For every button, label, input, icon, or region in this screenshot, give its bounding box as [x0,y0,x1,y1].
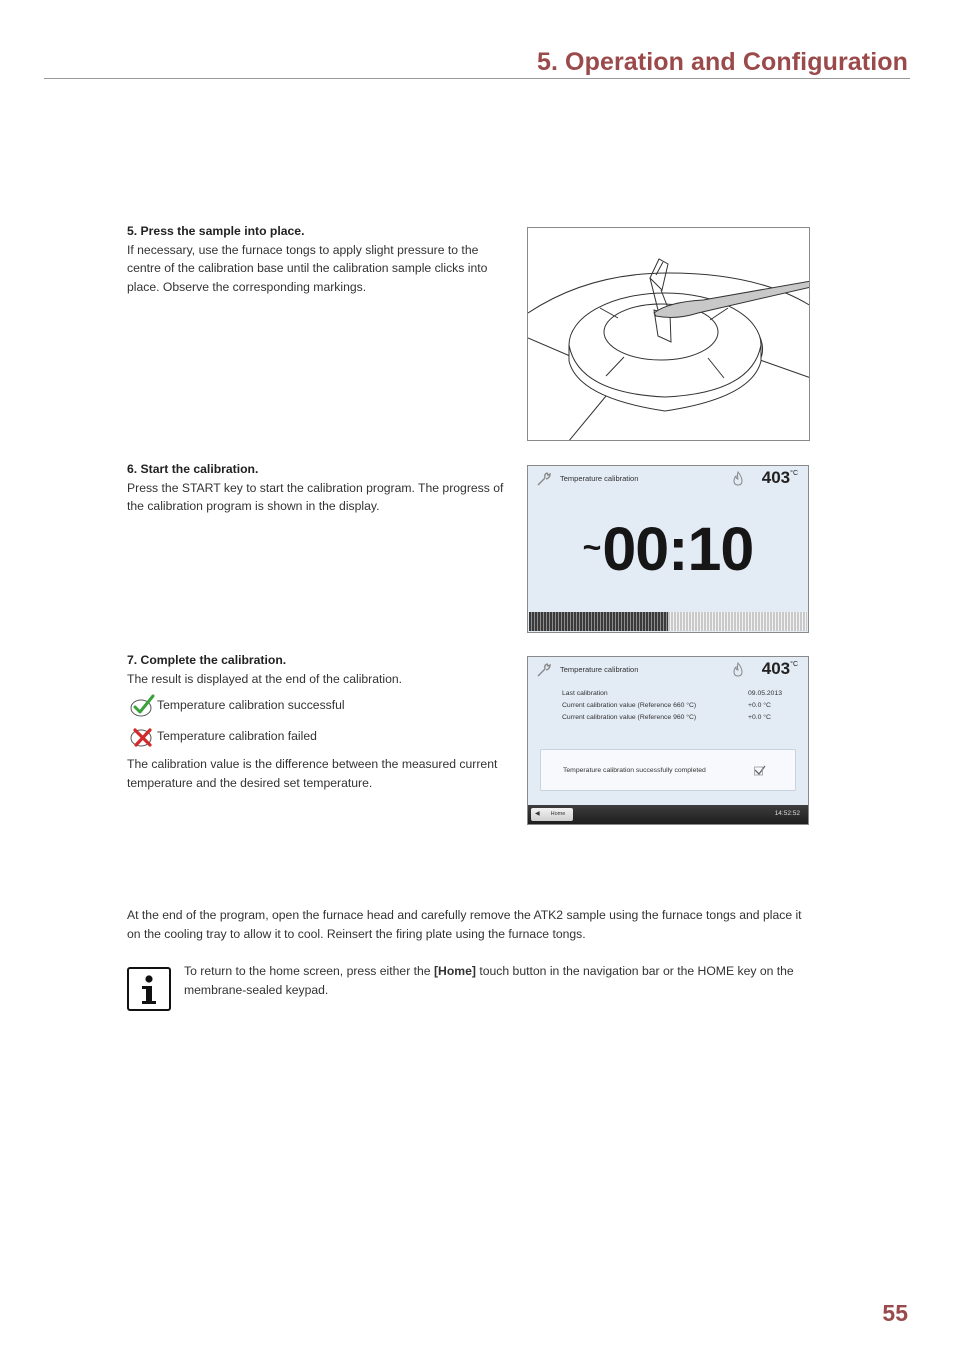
info-label: Current calibration value (Reference 960 °C) [562,713,697,721]
progress-bar [529,612,807,631]
temperature-unit: °C [790,661,798,668]
checkmark-icon [753,763,767,782]
info-icon [127,967,171,1011]
step-6-title: 6. Start the calibration. [127,462,259,476]
clock: 14:52:52 [774,810,800,817]
sample-placement-illustration [527,227,810,441]
calibration-info-list [562,687,796,723]
flame-icon [732,471,744,491]
furnace-tongs-sample-drawing [528,228,810,441]
info-row [562,699,796,711]
temperature-value: 403 [761,468,791,487]
home-screen-note [184,962,804,1000]
home-button-label: Home [550,811,566,817]
note-suffix: touch button in the navigation bar or the HOME key on the membrane-sealed keypad. [184,964,794,997]
flame-icon [732,662,744,682]
temperature-unit: °C [790,470,798,477]
remaining-time [528,514,808,584]
back-arrow-icon: ◀ [535,811,540,817]
info-value: +0.0 °C [748,713,771,721]
success-message-box [540,749,796,791]
info-value: 09.05.2013 [748,689,783,697]
info-row [562,687,796,699]
display-header [528,657,808,683]
step-5-body: If necessary, use the furnace tongs to apply slight pressure to the centre of the calibration base until the calibration sample clicks into place. Observe the corresponding markings. [127,242,488,294]
step-6 [127,460,509,516]
step-6-body: Press the START key to start the calibration program. The progress of the calibration program is shown in the display. [127,480,504,514]
step-5 [127,222,509,296]
display-header [528,466,808,492]
progress-bar-remaining [668,612,807,631]
wrench-icon [536,471,552,492]
display-title: Temperature calibration [560,665,639,674]
note-home-button-ref: [Home] [433,964,476,978]
cross-icon [129,725,155,749]
info-label: Current calibration value (Reference 660 °C) [562,701,697,709]
step-5-title: 5. Press the sample into place. [127,224,305,238]
calibration-result-display [527,656,809,825]
result-failed [127,721,509,752]
page-number: 55 [882,1300,908,1326]
success-message: Temperature calibration successfully completed [563,767,706,774]
furnace-temperature [762,659,798,679]
progress-bar-fill [529,612,668,631]
result-success [127,690,509,721]
navigation-bar [528,805,808,824]
step-7-body: The result is displayed at the end of the calibration. [127,671,403,686]
end-of-program-instructions: At the end of the program, open the furnace head and carefully remove the ATK2 sample using the furnace tongs and place it on the cooling tray to allow it to cool. Reinsert the firing plate using the furnace tongs. [127,908,802,941]
info-row [562,711,796,723]
note-prefix: To return to the home screen, press either the [184,964,434,978]
display-title: Temperature calibration [560,474,639,483]
step-7-title: 7. Complete the calibration. [127,653,287,667]
info-label: Last calibration [562,689,608,697]
result-failed-label: Temperature calibration failed [157,729,317,744]
info-value: +0.0 °C [748,701,771,709]
chapter-title: 5. Operation and Configuration [536,48,908,76]
timer-value: 00:10 [602,515,754,583]
step-7 [127,651,509,792]
header-divider [44,78,910,79]
approx-sign: ~ [582,529,601,566]
result-success-label: Temperature calibration successful [157,698,345,713]
furnace-temperature [762,468,798,488]
temperature-value: 403 [761,659,791,678]
check-icon [129,694,155,718]
home-button[interactable] [531,808,573,821]
step-7-footer: The calibration value is the difference between the measured current temperature and the desired set temperature. [127,757,498,790]
wrench-icon [536,662,552,683]
calibration-progress-display [527,465,809,633]
